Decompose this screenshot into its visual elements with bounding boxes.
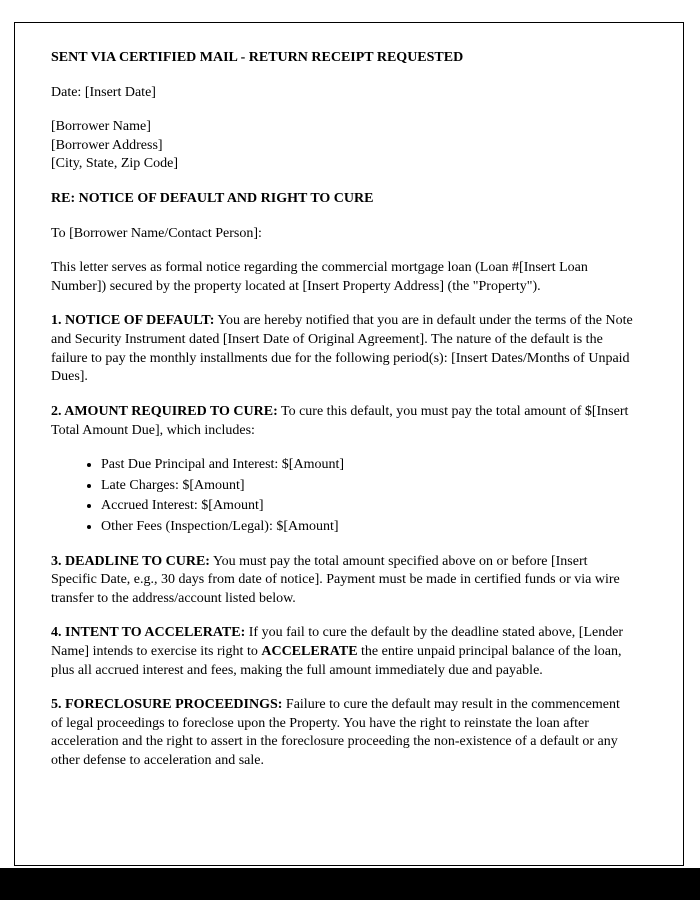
list-item-past-due-principal: • Past Due Principal and Interest: $[Amount] (101, 456, 633, 475)
section-3-body: You must pay the total amount specified above on or before [Insert Specific Date, e.g., 30 days from date of notice]. Payment must be made in certified funds or via wire transfer to the address/account listed below. (51, 553, 620, 606)
section-amount-required-to-cure (51, 403, 633, 440)
section-foreclosure-proceedings (51, 696, 633, 770)
borrower-city-state-zip-line: [City, State, Zip Code] (51, 156, 179, 172)
section-intent-to-accelerate (51, 624, 633, 680)
section-2-body: To cure this default, you must pay the total amount of $[Insert Total Amount Due], which includes: (51, 403, 629, 438)
accelerate-emphasis: ACCELERATE (261, 644, 358, 660)
section-3-heading: 3. DEADLINE TO CURE: (51, 553, 210, 569)
section-5-heading: 5. FORECLOSURE PROCEEDINGS: (51, 697, 283, 713)
list-item-late-charges: • Late Charges: $[Amount] (101, 477, 633, 496)
certified-mail-header: SENT VIA CERTIFIED MAIL - RETURN RECEIPT REQUESTED (51, 50, 464, 65)
section-5-body: Failure to cure the default may result in the commencement of legal proceedings to foreclose upon the Property. You have the right to reinstate the loan after acceleration and the right to assert in the foreclosure proceeding the non-existence of a default or any other defense to acceleration and sale. (51, 697, 620, 769)
borrower-name-line: [Borrower Name] (51, 119, 151, 135)
section-4-body-before: If you fail to cure the default by the deadline stated above, [Lender Name] intends to exercise its right to (51, 625, 624, 660)
re-line: RE: NOTICE OF DEFAULT AND RIGHT TO CURE (51, 191, 374, 207)
section-2-heading: 2. AMOUNT REQUIRED TO CURE: (51, 403, 278, 419)
borrower-address-line: [Borrower Address] (51, 137, 163, 153)
intro-paragraph: This letter serves as formal notice regarding the commercial mortgage loan (Loan #[Insert Loan Number]) secured by the property located at [Insert Property Address] (the "Property"). (51, 260, 588, 294)
viewport-bottom-letterbox (0, 868, 700, 900)
letter-page (14, 22, 684, 866)
section-deadline-to-cure (51, 553, 633, 609)
list-item-accrued-interest: • Accrued Interest: $[Amount] (101, 497, 633, 516)
section-4-body-after: the entire unpaid principal balance of the loan, plus all accrued interest and fees, making the full amount immediately due and payable. (51, 644, 622, 678)
salutation: To [Borrower Name/Contact Person]: (51, 225, 262, 241)
section-1-heading: 1. NOTICE OF DEFAULT: (51, 313, 215, 329)
cure-amount-list (51, 456, 633, 536)
list-item-other-fees: • Other Fees (Inspection/Legal): $[Amount] (101, 518, 633, 537)
section-4-heading: 4. INTENT TO ACCELERATE: (51, 625, 246, 641)
date-line: Date: [Insert Date] (51, 84, 156, 100)
section-1-body: You are hereby notified that you are in default under the terms of the Note and Security Instrument dated [Insert Date of Original Agreement]. The nature of the default is the failure to pay the monthly installments due for the following period(s): [Insert Dates/Months of Unpaid Dues]. (51, 313, 633, 385)
section-notice-of-default (51, 312, 633, 386)
recipient-address-block (51, 118, 633, 174)
